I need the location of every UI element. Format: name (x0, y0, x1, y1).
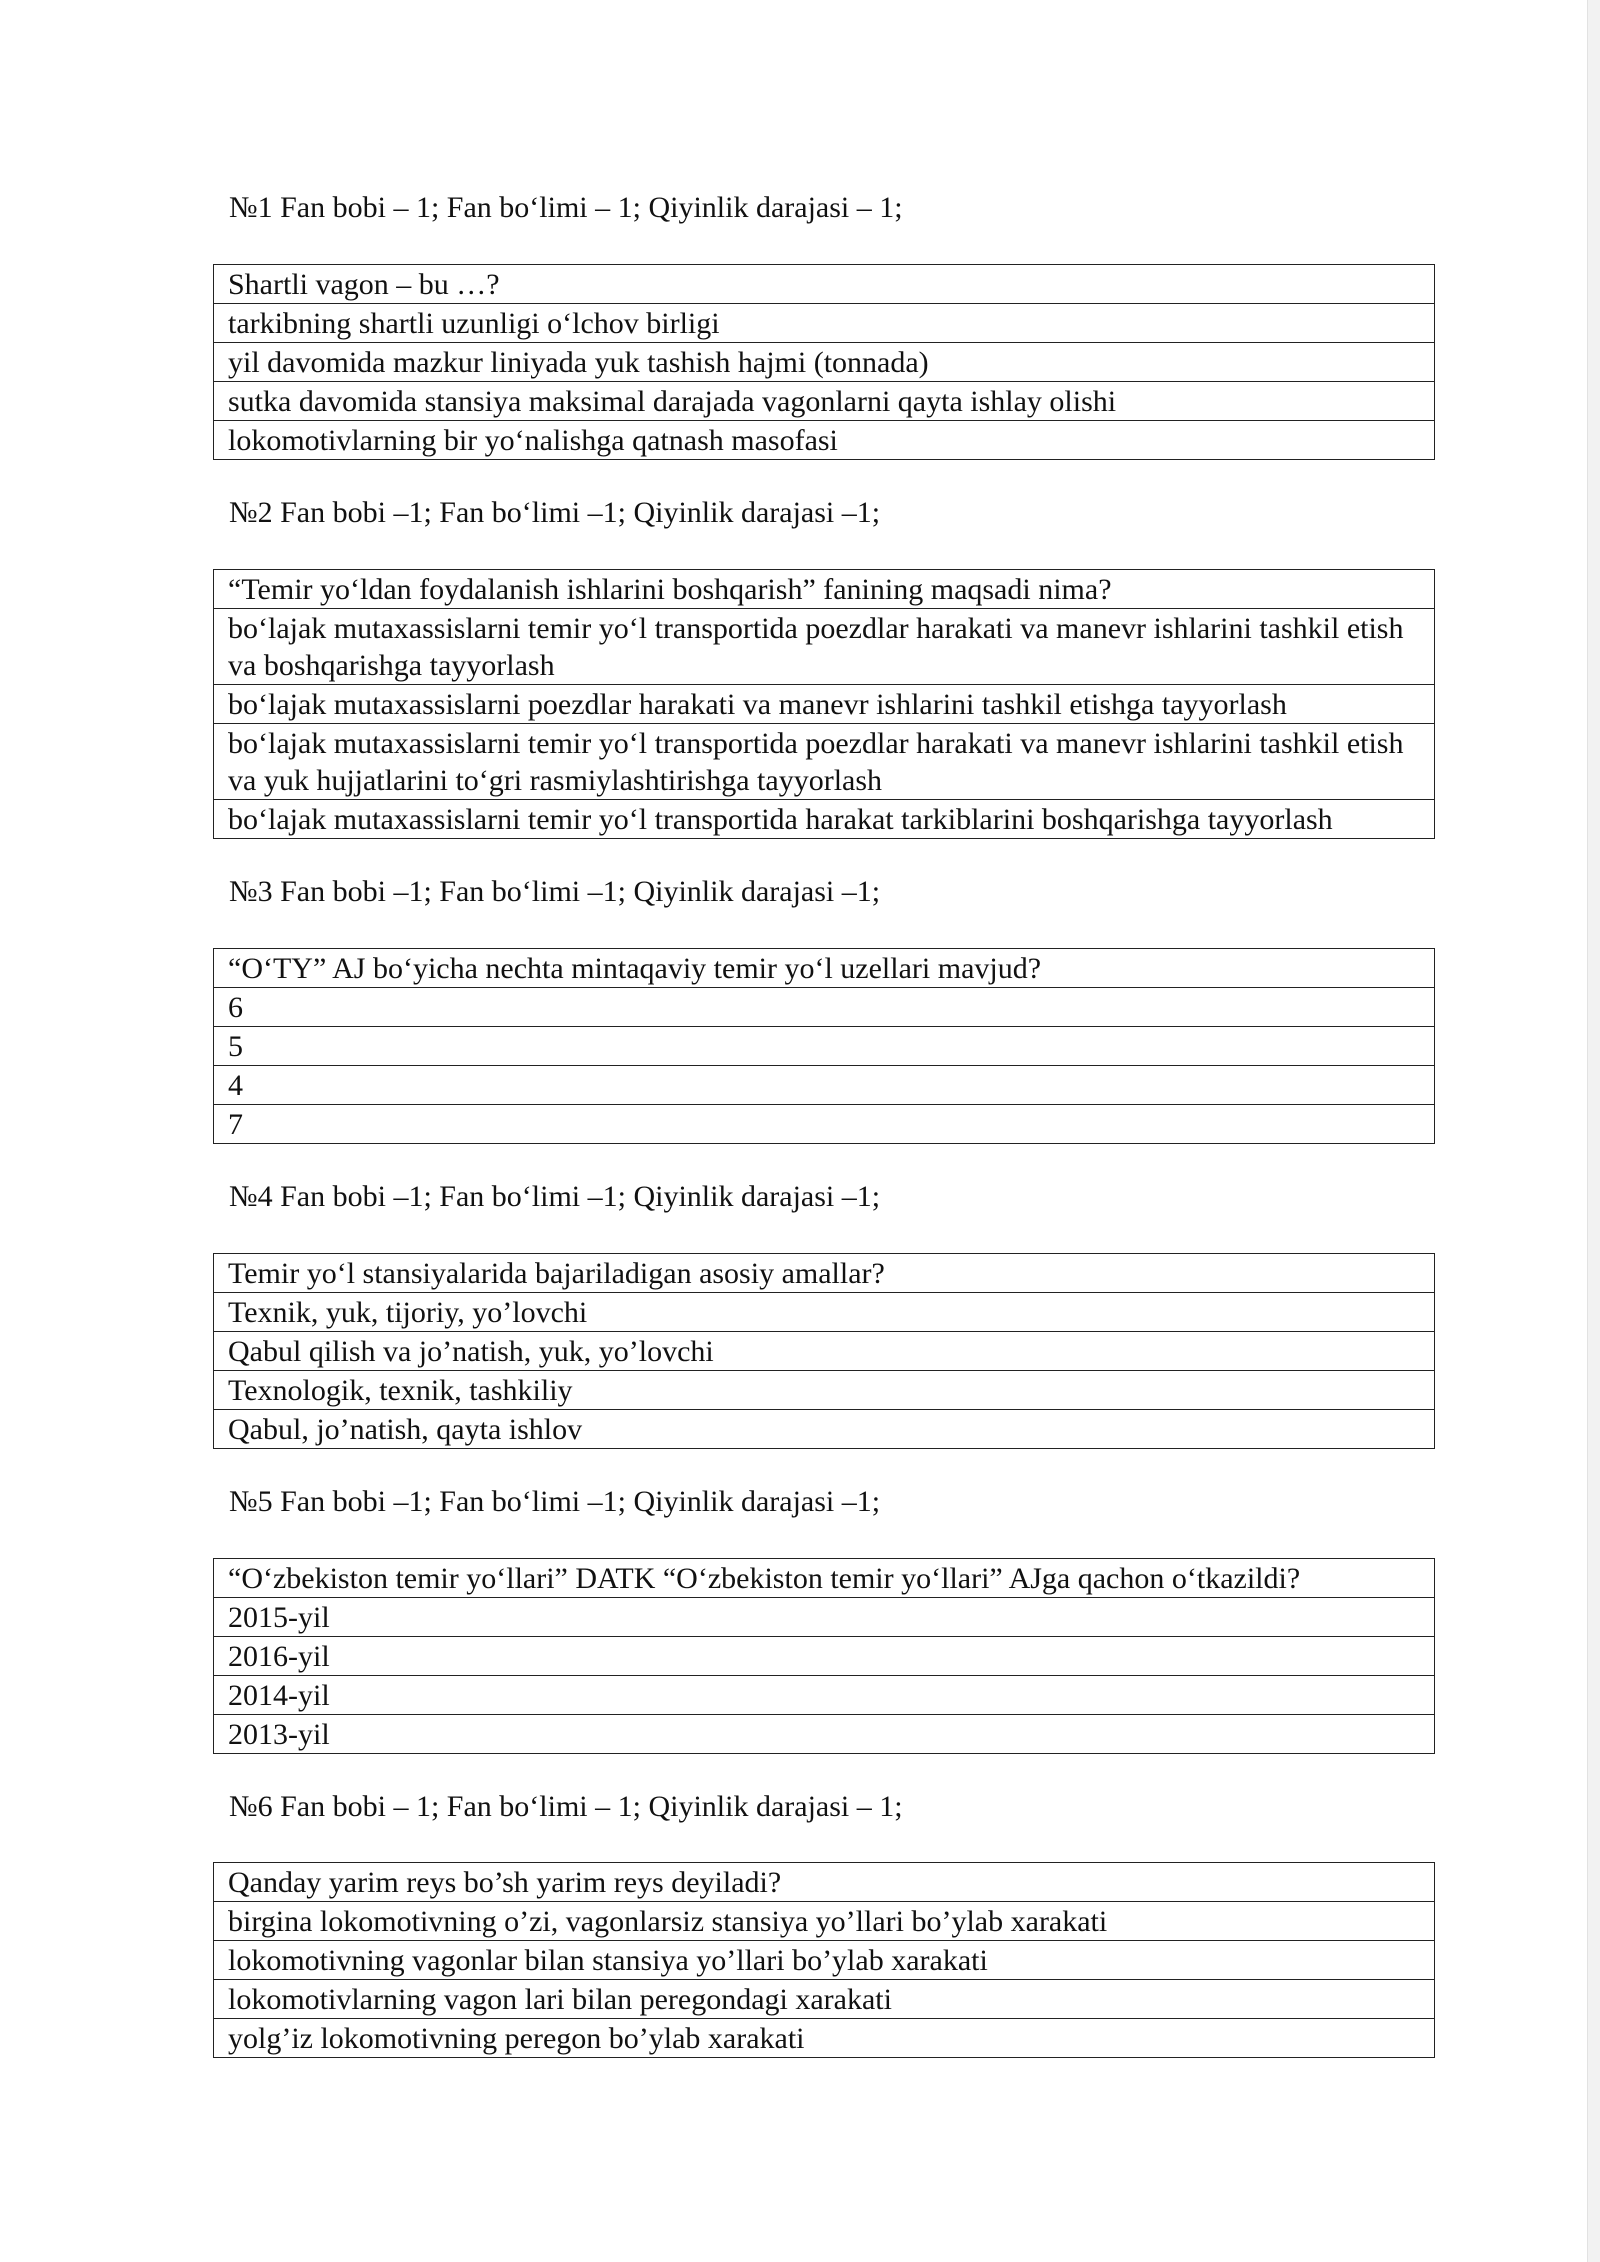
question-4-header: №4 Fan bobi –1; Fan bo‘limi –1; Qiyinlik darajasi –1; (229, 1180, 881, 1213)
question-2-text: “Temir yo‘ldan foydalanish ishlarini boshqarish” fanining maqsadi nima? (228, 573, 1112, 606)
question-3-option-1: 6 (214, 987, 1434, 1026)
question-4-option-4: Qabul, jo’natish, qayta ishlov (214, 1409, 1434, 1448)
question-1-option-3: sutka davomida stansiya maksimal darajada vagonlarni qayta ishlay olishi (214, 381, 1434, 420)
question-6-option-3: lokomotivlarning vagon lari bilan peregondagi xarakati (214, 1979, 1434, 2018)
question-1-option-2: yil davomida mazkur liniyada yuk tashish hajmi (tonnada) (214, 342, 1434, 381)
question-3-text: “O‘TY” AJ bo‘yicha nechta mintaqaviy temir yo‘l uzellari mavjud? (228, 952, 1042, 985)
question-6-text: Qanday yarim reys bo’sh yarim reys deyiladi? (228, 1866, 782, 1899)
question-5-header: №5 Fan bobi –1; Fan bo‘limi –1; Qiyinlik darajasi –1; (229, 1485, 881, 1518)
question-5-option-3: 2014-yil (214, 1675, 1434, 1714)
question-1-option-1: tarkibning shartli uzunligi o‘lchov birligi (214, 303, 1434, 342)
question-5-text: “O‘zbekiston temir yo‘llari” DATK “O‘zbekiston temir yo‘llari” AJga qachon o‘tkazildi? (228, 1562, 1301, 1595)
question-4-option-3: Texnologik, texnik, tashkiliy (214, 1370, 1434, 1409)
question-5-table (213, 1558, 1435, 1754)
question-6-option-1: birgina lokomotivning o’zi, vagonlarsiz stansiya yo’llari bo’ylab xarakati (214, 1901, 1434, 1940)
question-6-option-2: lokomotivning vagonlar bilan stansiya yo’llari bo’ylab xarakati (214, 1940, 1434, 1979)
question-1-option-4: lokomotivlarning bir yo‘nalishga qatnash masofasi (214, 420, 1434, 459)
question-4-text: Temir yo‘l stansiyalarida bajariladigan asosiy amallar? (228, 1257, 885, 1290)
question-1-header: №1 Fan bobi – 1; Fan bo‘limi – 1; Qiyinlik darajasi – 1; (229, 191, 903, 224)
question-4-table (213, 1253, 1435, 1449)
question-6-table (213, 1862, 1435, 2058)
question-2-option-1: bo‘lajak mutaxassislarni temir yo‘l transportida poezdlar harakati va manevr ishlarini tashkil etish va boshqarishga tayyorlash (214, 608, 1434, 684)
question-6-header: №6 Fan bobi – 1; Fan bo‘limi – 1; Qiyinlik darajasi – 1; (229, 1790, 903, 1823)
question-1-table (213, 264, 1435, 460)
question-3-option-4: 7 (214, 1104, 1434, 1143)
question-6-option-4: yolg’iz lokomotivning peregon bo’ylab xarakati (214, 2018, 1434, 2057)
question-5-option-2: 2016-yil (214, 1636, 1434, 1675)
question-4-option-1: Texnik, yuk, tijoriy, yo’lovchi (214, 1292, 1434, 1331)
question-2-option-2: bo‘lajak mutaxassislarni poezdlar harakati va manevr ishlarini tashkil etishga tayyorlash (214, 684, 1434, 723)
question-2-option-4: bo‘lajak mutaxassislarni temir yo‘l transportida harakat tarkiblarini boshqarishga tayyorlash (214, 799, 1434, 838)
question-4-option-2: Qabul qilish va jo’natish, yuk, yo’lovchi (214, 1331, 1434, 1370)
question-2-table (213, 569, 1435, 839)
question-5-option-4: 2013-yil (214, 1714, 1434, 1753)
question-3-table (213, 948, 1435, 1144)
question-1-text: Shartli vagon – bu …? (228, 268, 500, 301)
question-5-option-1: 2015-yil (214, 1597, 1434, 1636)
question-2-header: №2 Fan bobi –1; Fan bo‘limi –1; Qiyinlik darajasi –1; (229, 496, 881, 529)
question-3-header: №3 Fan bobi –1; Fan bo‘limi –1; Qiyinlik darajasi –1; (229, 875, 881, 908)
page-edge (1587, 0, 1600, 2262)
question-2-option-3: bo‘lajak mutaxassislarni temir yo‘l transportida poezdlar harakati va manevr ishlarini tashkil etish va yuk hujjatlarini to‘gri rasmiylashtirishga tayyorlash (214, 723, 1434, 799)
question-3-option-2: 5 (214, 1026, 1434, 1065)
question-3-option-3: 4 (214, 1065, 1434, 1104)
